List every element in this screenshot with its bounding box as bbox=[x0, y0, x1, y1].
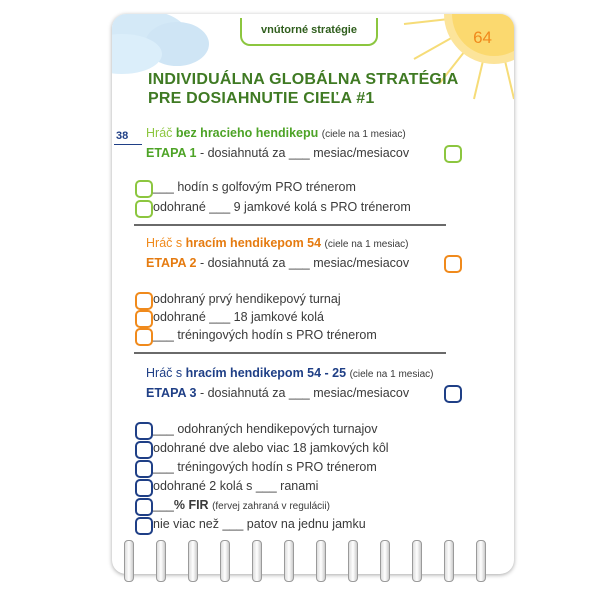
section3-fir-item: ___% FIR (fervej zahraná v regulácii) bbox=[153, 498, 330, 512]
section-tab: vnútorné stratégie bbox=[240, 18, 378, 46]
stage3-checkbox[interactable] bbox=[444, 385, 462, 403]
page-number: 64 bbox=[473, 28, 492, 47]
title-line-2: PRE DOSIAHNUTIE CIEĽA #1 bbox=[148, 90, 375, 107]
title-line-1: INDIVIDUÁLNA GLOBÁLNA STRATÉGIA bbox=[148, 71, 459, 88]
section3-player: Hráč s hracím hendikepom 54 - 25 (ciele na 1 mesiac) bbox=[146, 366, 434, 380]
binding-ring bbox=[252, 540, 262, 582]
binding-ring bbox=[284, 540, 294, 582]
section2-item2-checkbox[interactable] bbox=[135, 310, 153, 328]
section1-stage: ETAPA 1 - dosiahnutá za ___ mesiac/mesiacov bbox=[146, 146, 410, 160]
section2-player: Hráč s hracím hendikepom 54 (ciele na 1 mesiac) bbox=[146, 236, 409, 250]
section1-player: Hráč bez hracieho hendikepu (ciele na 1 mesiac) bbox=[146, 126, 406, 140]
stage1-checkbox[interactable] bbox=[444, 145, 462, 163]
binding-ring bbox=[156, 540, 166, 582]
section2-item2: odohrané ___ 18 jamkové kolá bbox=[153, 310, 324, 324]
section2-stage: ETAPA 2 - dosiahnutá za ___ mesiac/mesiacov bbox=[146, 256, 410, 270]
section3-last-checkbox[interactable] bbox=[135, 517, 153, 535]
section3-item3: ___ tréningových hodín s PRO trénerom bbox=[153, 460, 377, 474]
section1-item1: ___ hodín s golfovým PRO trénerom bbox=[153, 180, 356, 194]
binding-ring bbox=[380, 540, 390, 582]
section2-item3-checkbox[interactable] bbox=[135, 328, 153, 346]
section3-last-item: nie viac než ___ patov na jednu jamku bbox=[153, 517, 366, 531]
section2-item1: odohraný prvý hendikepový turnaj bbox=[153, 292, 341, 306]
page-title bbox=[148, 70, 458, 108]
section3-item4: odohrané 2 kolá s ___ ranami bbox=[153, 479, 319, 493]
section3-item2: odohrané dve alebo viac 18 jamkových kôl bbox=[153, 441, 389, 455]
binding-ring bbox=[476, 540, 486, 582]
section3-item4-checkbox[interactable] bbox=[135, 479, 153, 497]
binding-ring bbox=[412, 540, 422, 582]
section-divider bbox=[134, 352, 446, 354]
binding-ring bbox=[348, 540, 358, 582]
section3-item1-checkbox[interactable] bbox=[135, 422, 153, 440]
section3-fir-checkbox[interactable] bbox=[135, 498, 153, 516]
section3-item3-checkbox[interactable] bbox=[135, 460, 153, 478]
binding-ring bbox=[316, 540, 326, 582]
binding-ring bbox=[124, 540, 134, 582]
section3-item1: ___ odohraných hendikepových turnajov bbox=[153, 422, 378, 436]
section1-item2: odohrané ___ 9 jamkové kolá s PRO trénerom bbox=[153, 200, 411, 214]
badge-underline bbox=[114, 144, 142, 145]
section2-item1-checkbox[interactable] bbox=[135, 292, 153, 310]
binding-ring bbox=[188, 540, 198, 582]
section3-stage: ETAPA 3 - dosiahnutá za ___ mesiac/mesiacov bbox=[146, 386, 410, 400]
notebook-page bbox=[112, 14, 514, 574]
reference-badge: 38 bbox=[116, 130, 129, 142]
binding-ring bbox=[220, 540, 230, 582]
section1-item1-checkbox[interactable] bbox=[135, 180, 153, 198]
binding-ring bbox=[444, 540, 454, 582]
section2-item3: ___ tréningových hodín s PRO trénerom bbox=[153, 328, 377, 342]
stage2-checkbox[interactable] bbox=[444, 255, 462, 273]
section1-item2-checkbox[interactable] bbox=[135, 200, 153, 218]
section-divider bbox=[134, 224, 446, 226]
section3-item2-checkbox[interactable] bbox=[135, 441, 153, 459]
